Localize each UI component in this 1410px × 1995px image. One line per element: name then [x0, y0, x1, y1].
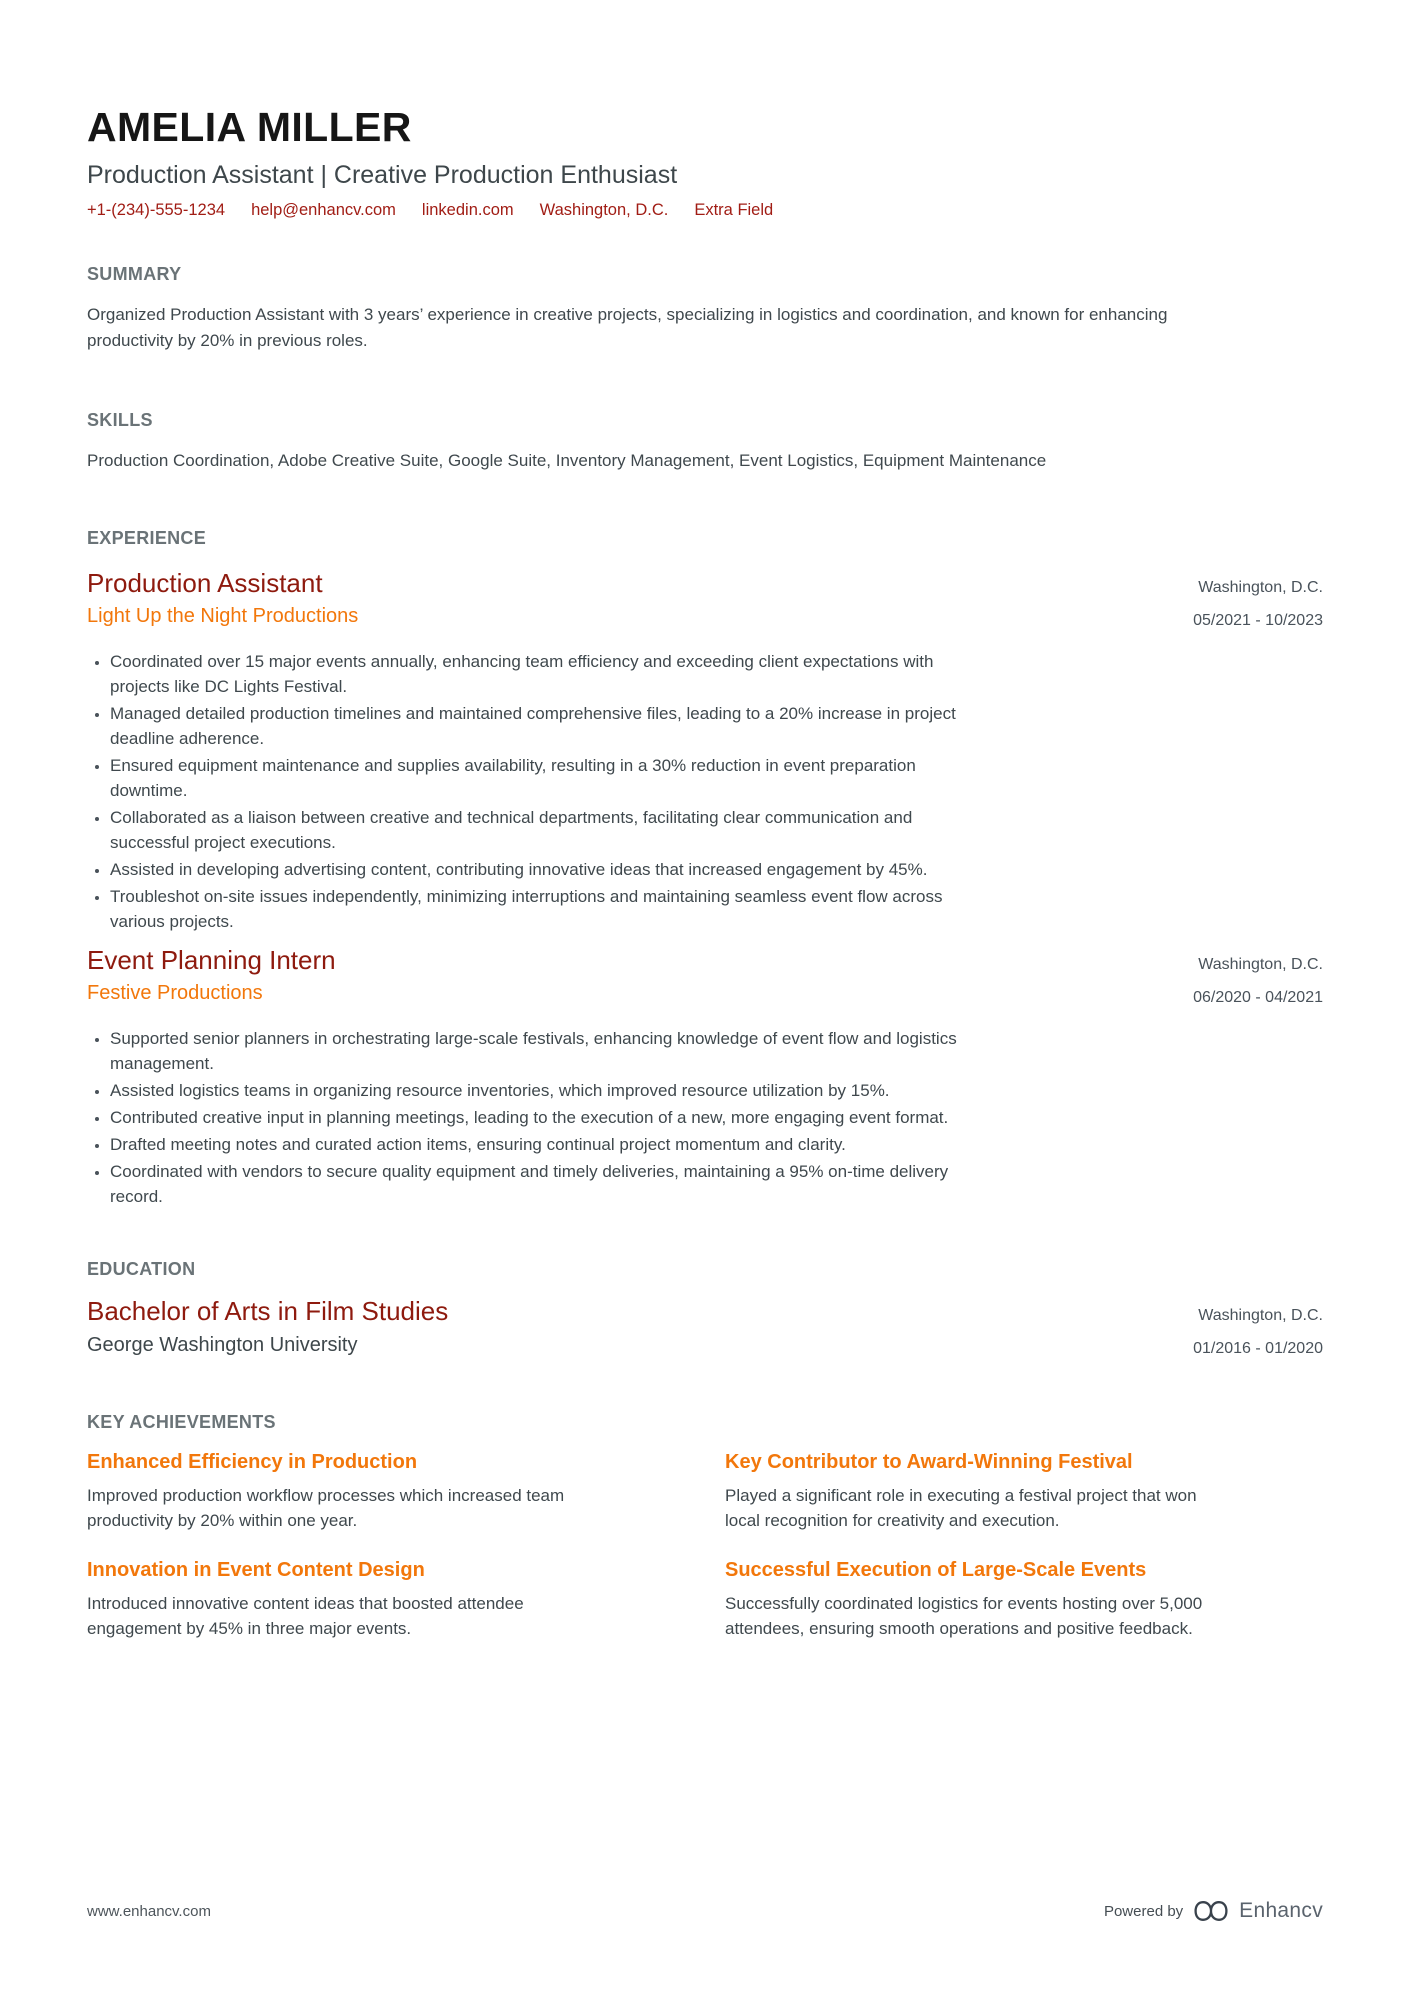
job-dates: 05/2021 - 10/2023	[1193, 612, 1323, 629]
footer	[87, 1899, 1323, 1923]
footer-site-link[interactable]: www.enhancv.com	[87, 1902, 211, 1920]
job-bullet: • Coordinated over 15 major events annually, enhancing team efficiency and exceeding client expectations with projects like DC Lights Festival.	[110, 649, 987, 699]
contact-item[interactable]: Extra Field	[694, 201, 774, 219]
job-bullet-list	[87, 1026, 987, 1209]
job-location: Washington, D.C.	[1198, 956, 1323, 973]
achievement-text: Played a significant role in executing a festival project that won local recognition for creativity and execution.	[725, 1486, 1197, 1530]
job-bullet: • Collaborated as a liaison between creative and technical departments, facilitating clear communication and successful project executions.	[110, 805, 987, 855]
education-entry	[87, 1296, 1323, 1365]
achievement-text: Successfully coordinated logistics for events hosting over 5,000 attendees, ensuring smooth operations and positive feedback.	[725, 1594, 1203, 1638]
job-bullet: • Troubleshot on-site issues independently, minimizing interruptions and maintaining seamless event flow across various projects.	[110, 884, 987, 934]
job-bullet: • Assisted in developing advertising content, contributing innovative ideas that increased engagement by 45%.	[110, 857, 987, 882]
job-bullet: • Coordinated with vendors to secure quality equipment and timely deliveries, maintaining a 95% on-time delivery record.	[110, 1159, 987, 1209]
achievement-text: Improved production workflow processes which increased team productivity by 20% within one year.	[87, 1486, 565, 1530]
job-bullet: • Contributed creative input in planning meetings, leading to the execution of a new, more engaging event format.	[110, 1105, 987, 1130]
enhancv-logo-icon[interactable]	[1193, 1899, 1229, 1923]
powered-by-label: Powered by	[1103, 1902, 1184, 1920]
job-bullet: • Supported senior planners in orchestrating large-scale festivals, enhancing knowledge of event flow and logistics management.	[110, 1026, 987, 1076]
achievement-item	[725, 1559, 1323, 1641]
job-title: Event Planning Intern	[87, 945, 336, 975]
job-company: Light Up the Night Productions	[87, 605, 359, 627]
experience-entry	[87, 945, 1323, 1209]
achievement-title: Enhanced Efficiency in Production	[87, 1451, 418, 1473]
experience-entry	[87, 568, 1323, 934]
achievement-title: Key Contributor to Award-Winning Festival	[725, 1451, 1133, 1473]
enhancv-wordmark[interactable]: Enhancv	[1239, 1899, 1323, 1922]
section-label-experience: EXPERIENCE	[87, 528, 207, 548]
contact-item[interactable]: linkedin.com	[421, 201, 514, 219]
achievement-title: Innovation in Event Content Design	[87, 1559, 425, 1581]
achievement-text: Introduced innovative content ideas that boosted attendee engagement by 45% in three major events.	[87, 1594, 524, 1638]
contact-item[interactable]: Washington, D.C.	[539, 201, 669, 219]
job-dates: 06/2020 - 04/2021	[1193, 989, 1323, 1006]
contact-item[interactable]: help@enhancv.com	[251, 201, 396, 219]
achievement-item	[87, 1559, 685, 1641]
summary-text: Organized Production Assistant with 3 years’ experience in creative projects, specializing in logistics and coordination, and known for enhancing productivity by 20% in previous roles.	[87, 305, 1168, 350]
contact-item[interactable]: +1-(234)-555-1234	[87, 201, 226, 219]
candidate-name: AMELIA MILLER	[87, 104, 412, 150]
achievement-title: Successful Execution of Large-Scale Events	[725, 1559, 1147, 1581]
contact-row	[87, 201, 1323, 220]
achievement-item	[87, 1451, 685, 1533]
job-bullet: • Assisted logistics teams in organizing resource inventories, which improved resource utilization by 15%.	[110, 1078, 987, 1103]
section-label-achievements: KEY ACHIEVEMENTS	[87, 1412, 276, 1432]
job-bullet: • Ensured equipment maintenance and supplies availability, resulting in a 30% reduction in event preparation downtime.	[110, 753, 987, 803]
section-label-summary: SUMMARY	[87, 264, 182, 284]
job-location: Washington, D.C.	[1198, 579, 1323, 596]
job-bullet: • Managed detailed production timelines and maintained comprehensive files, leading to a 20% increase in project deadline adherence.	[110, 701, 987, 751]
section-label-skills: SKILLS	[87, 410, 153, 430]
job-bullet: • Drafted meeting notes and curated action items, ensuring continual project momentum and clarity.	[110, 1132, 987, 1157]
skills-text: Production Coordination, Adobe Creative Suite, Google Suite, Inventory Management, Event Logistics, Equipment Maintenance	[87, 451, 1047, 470]
job-company: Festive Productions	[87, 982, 263, 1004]
job-title: Production Assistant	[87, 568, 323, 598]
achievement-item	[725, 1451, 1323, 1533]
achievements-grid	[87, 1451, 1323, 1641]
education-location: Washington, D.C.	[1198, 1307, 1323, 1324]
section-label-education: EDUCATION	[87, 1259, 196, 1279]
education-dates: 01/2016 - 01/2020	[1193, 1340, 1323, 1357]
degree-title: Bachelor of Arts in Film Studies	[87, 1296, 449, 1326]
school-name: George Washington University	[87, 1334, 358, 1356]
candidate-headline: Production Assistant | Creative Production Enthusiast	[87, 161, 678, 189]
job-bullet-list	[87, 649, 987, 934]
